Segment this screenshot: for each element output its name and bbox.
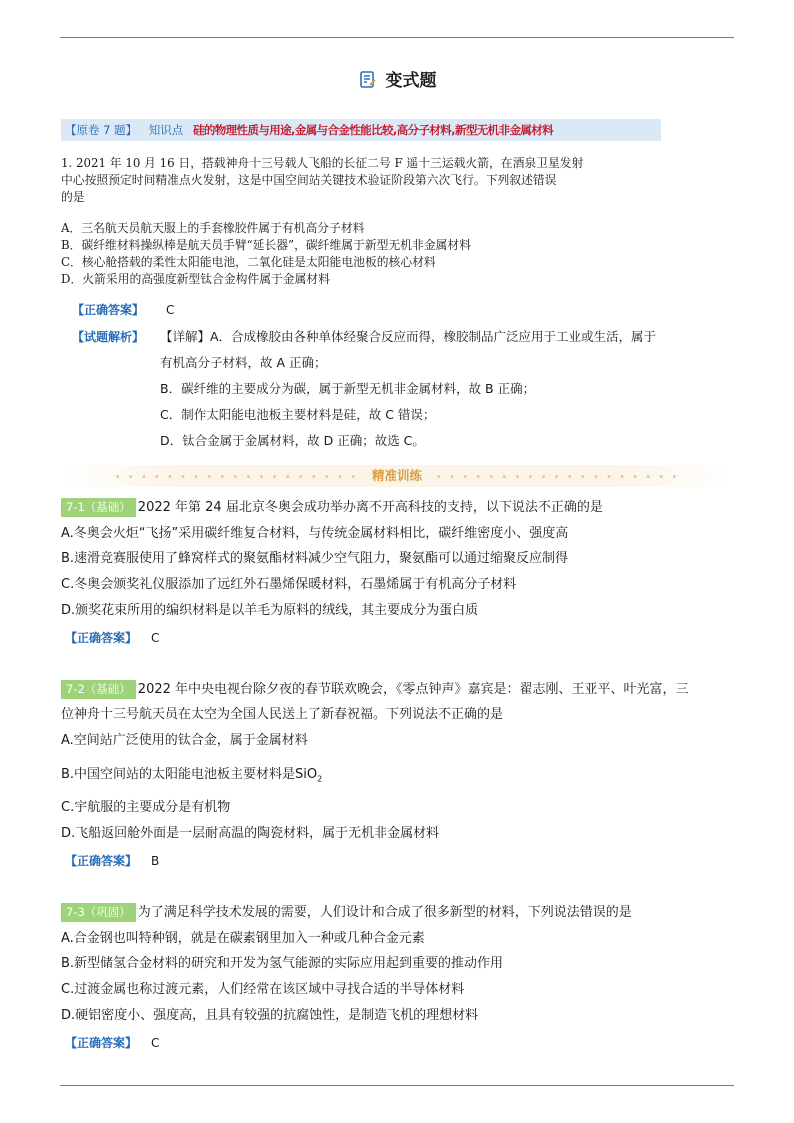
variant-option-c: C.冬奥会颁奖礼仪服添加了远红外石墨烯保暖材料，石墨烯属于有机高分子材料 [61,577,517,592]
variant-stem [61,680,689,699]
original-question-tag: 【原卷 7 题】 [65,123,138,137]
explanation-line: B．碳纤维的主要成分为碳，属于新型无机非金属材料，故 B 正确； [160,381,536,396]
document-edit-icon [358,70,378,90]
knowledge-point-text: 硅的物理性质与用途,金属与合金性能比较,高分子材料,新型无机非金属材料 [192,123,554,137]
variant-option-c: C.宇航服的主要成分是有机物 [61,800,231,815]
variant-option-b [61,766,322,789]
divider-dots-right: • • • • • • • • • • • • • • • • • • • [435,472,680,483]
variant-tag: 7-1（基础） [61,498,136,517]
variant-option-a: A.合金钢也叫特种钢，就是在碳素钢里加入一种或几种合金元素 [61,931,425,946]
variant-option-c: C.过渡金属也称过渡元素，人们经常在该区域中寻找合适的半导体材料 [61,982,465,997]
variant-tag: 7-3（巩固） [61,903,136,922]
variant-option-d: D.颁奖花束所用的编织材料是以羊毛为原料的绒线，其主要成分为蛋白质 [61,603,479,618]
original-option-d: D．火箭采用的高强度新型钛合金构件属于金属材料 [61,272,330,286]
subscript-2: 2 [317,774,323,784]
page-title-text: 变式题 [385,71,437,91]
variant-option-b: B.新型储氢合金材料的研究和开发为氢气能源的实际应用起到重要的推动作用 [61,956,504,971]
variant-stem-line: 位神舟十三号航天员在太空为全国人民送上了新春祝福。下列说法不正确的是 [61,707,504,722]
answer-label: 【正确答案】 [65,854,138,868]
variant-stem-text: 2022 年第 24 届北京冬奥会成功举办离不开高科技的支持，以下说法不正确的是 [137,500,603,515]
variant-answer [65,1034,159,1051]
answer-value: C [166,303,175,317]
variant-stem-text: 2022 年中央电视台除夕夜的春节联欢晚会，《零点钟声》嘉宾是：翟志刚、王亚平、叶光富，三 [137,682,689,697]
variant-option-b: B.速滑竞赛服使用了蜂窝样式的聚氨酯材料减少空气阻力，聚氨酯可以通过缩聚反应制得 [61,551,569,566]
answer-label: 【正确答案】 [72,303,145,317]
divider-dots-left: • • • • • • • • • • • • • • • • • • • [114,472,358,483]
original-option-a: A．三名航天员航天服上的手套橡胶件属于有机高分子材料 [61,221,365,235]
variant-tag: 7-2（基础） [61,680,136,699]
section-title: 精准训练 [371,468,422,483]
section-divider [61,465,733,487]
knowledge-point-bar [61,119,661,141]
variant-stem [61,498,603,517]
variant-answer [65,629,159,646]
variant-stem [61,903,632,922]
variant-option-d: D.硬铝密度小、强度高，且具有较强的抗腐蚀性，是制造飞机的理想材料 [61,1008,479,1023]
original-stem-line: 1. 2021 年 10 月 16 日，搭载神舟十三号载人飞船的长征二号 F 遥十三运载火箭，在酒泉卫星发射 [61,156,584,170]
variant-option-a: A.空间站广泛使用的钛合金，属于金属材料 [61,733,308,748]
top-rule [60,37,734,38]
original-answer [72,301,174,318]
option-b-text: B.中国空间站的太阳能电池板主要材料是SiO [61,767,318,782]
answer-label: 【正确答案】 [65,1036,138,1050]
variant-option-a: A.冬奥会火炬“飞扬”采用碳纤维复合材料，与传统金属材料相比，碳纤维密度小、强度高 [61,526,569,541]
answer-value: C [151,631,160,645]
variant-answer [65,852,159,869]
explanation-line: 【详解】A．合成橡胶由各种单体经聚合反应而得，橡胶制品广泛应用于工业或生活，属于 [160,329,657,344]
explanation-line: 有机高分子材料，故 A 正确； [160,355,327,370]
original-option-b: B．碳纤维材料操纵棒是航天员手臂“延长器”，碳纤维属于新型无机非金属材料 [61,238,472,252]
explanation-label: 【试题解析】 [72,330,145,344]
knowledge-point-label: 知识点 [148,123,184,137]
page-title [0,66,794,91]
explanation-line: C．制作太阳能电池板主要材料是硅，故 C 错误； [160,407,436,422]
original-stem-line: 的是 [61,190,85,204]
bottom-rule [60,1085,734,1086]
variant-stem-text: 为了满足科学技术发展的需要，人们设计和合成了很多新型的材料，下列说法错误的是 [137,905,632,920]
explanation-line: D．钛合金属于金属材料，故 D 正确；故选 C。 [160,433,425,448]
answer-value: C [151,1036,160,1050]
answer-value: B [151,854,160,868]
answer-label: 【正确答案】 [65,631,138,645]
original-stem-line: 中心按照预定时间精准点火发射，这是中国空间站关键技术验证阶段第六次飞行。下列叙述错误 [61,173,557,187]
variant-option-d: D.飞船返回舱外面是一层耐高温的陶瓷材料，属于无机非金属材料 [61,826,440,841]
original-option-c: C．核心舱搭载的柔性太阳能电池，二氧化硅是太阳能电池板的核心材料 [61,255,436,269]
